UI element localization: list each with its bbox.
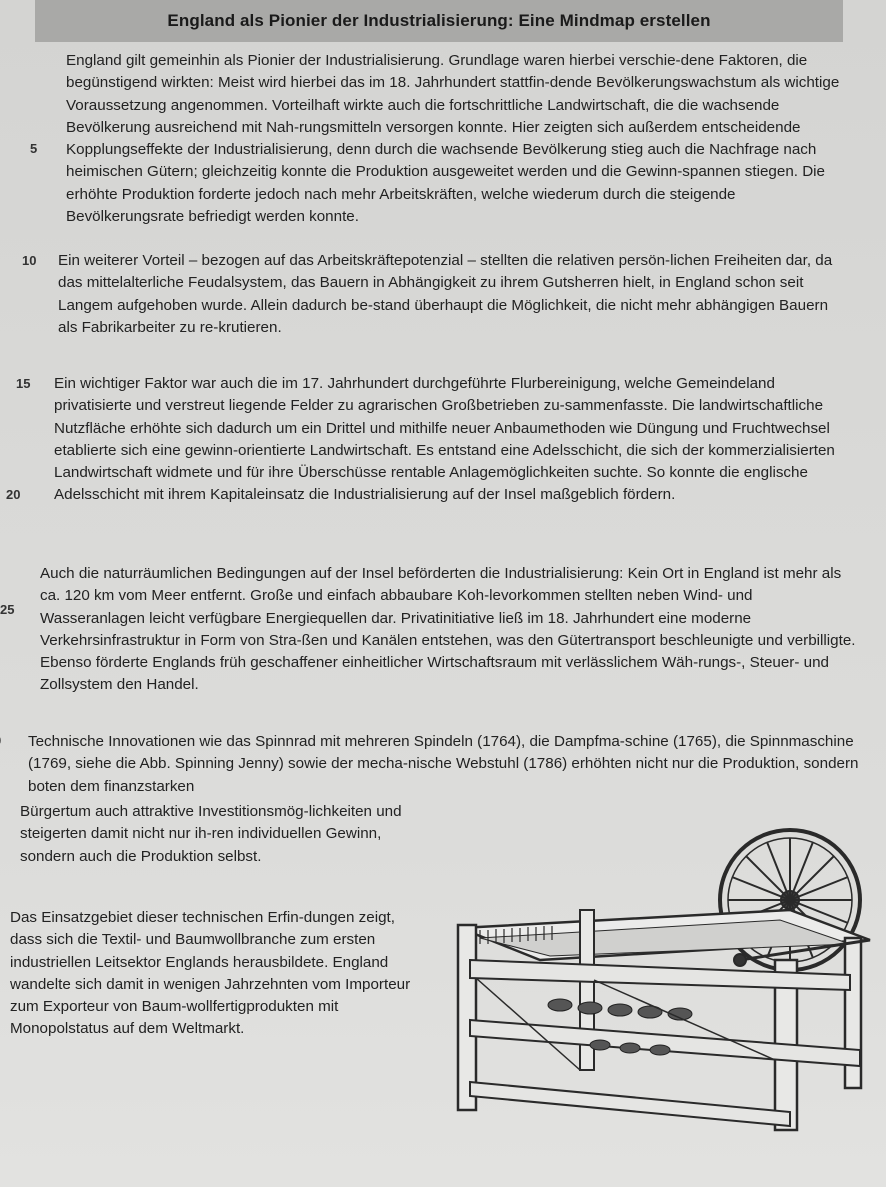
line-number-10: 10 <box>22 253 37 268</box>
paragraph-technical-innovations-continued: Bürgertum auch attraktive Investitionsmög-lichkeiten und steigerten damit nicht nur ih-ren individuellen Gewinn, sondern auch die Produktion selbst. <box>20 803 402 865</box>
paragraph-land-consolidation: Ein wichtiger Faktor war auch die im 17. Jahrhundert durchgeführte Flurbereinigung, welche Gemeindeland privatisierte und verstreut liegende Felder zu agrarischen Großbetrieben zu-sammenfasste. Die landwirtschaftliche Nutzfläche erhöhte sich dadurch um ein Drittel und mithilfe neuer Anbaumethoden wie Düngung und Fruchtwechsel etablierte sich eine gewinn-orientierte Landwirtschaft. Es entstand eine Adelsschicht, die sich der kommerzialisierten Landwirtschaft widmete und für ihre Überschüsse rentable Anlagemöglichkeiten suchte. So konnte die englische Adelsschicht mit ihrem Kapitaleinsatz die Industrialisierung auf der Insel maßgeblich fördern. <box>54 375 835 504</box>
paragraph-technical-innovations: Technische Innovationen wie das Spinnrad mit mehreren Spindeln (1764), die Dampfma-schine (1765), die Spinnmaschine (1769, siehe die Abb. Spinning Jenny) sowie der mecha-nische Webstuhl (1786) erhöhten nicht nur die Produktion, sondern boten dem finanzstarken <box>28 733 859 795</box>
page-title: England als Pionier der Industrialisierung: Eine Mindmap erstellen <box>167 11 711 30</box>
paragraph-natural-conditions: Auch die naturräumlichen Bedingungen auf der Insel beförderten die Industrialisierung: Kein Ort in England ist mehr als ca. 120 km vom Meer entfernt. Große und einfach abbaubare Koh-levorkommen stellten neben Wind- und Wasseranlagen leicht verfügbare Energiequellen dar. Privatinitiative ließ im 18. Jahrhundert eine moderne Verkehrsinfrastruktur in Form von Stra-ßen und Kanälen entstehen, was den Gütertransport beschleunigte und verbilligte. Ebenso förderte Englands früh geschaffener einheitlicher Wirtschaftsraum mit verlässlichem Wäh-rungs-, Steuer- und Zollsystem den Handel. <box>40 565 856 694</box>
line-number-5: 5 <box>30 141 38 156</box>
spinning-jenny-illustration <box>440 820 886 1140</box>
paragraph-population-growth: England gilt gemeinhin als Pionier der Industrialisierung. Grundlage waren hierbei verschie-dene Faktoren, die begünstigend wirkten: Meist wird hierbei das im 18. Jahrhundert stattfin-dende Bevölkerungswachstum als wichtige Voraussetzung angenommen. Vorteilhaft wirkte auch die fortschrittliche Landwirtschaft, die die wachsende Bevölkerung ausreichend mit Nah-rungsmitteln versorgen konnte. Hier zeigten sich außerdem entscheidende Kopplungseffekte der Industrialisierung, denn durch die wachsende Bevölkerung stieg auch die Nachfrage nach heimischen Gütern; gleichzeitig konnte die Produktion ausgeweitet werden und die Gewinn-spannen stiegen. Die erhöhte Produktion forderte jedoch nach mehr Arbeitskräften, welche wiederum durch die steigende Bevölkerungsrate befriedigt werden konnte. <box>66 52 840 226</box>
line-number-30 <box>0 733 1 748</box>
title-bar <box>35 0 843 42</box>
paragraph-textile-sector: Das Einsatzgebiet dieser technischen Erfin-dungen zeigt, dass sich die Textil- und Baumwollbranche zum ersten industriellen Leitsektor Englands herausbildete. England wandelte sich damit in wenigen Jahrzehnten vom Importeur zum Exporteur von Baum-wollfertigprodukten mit Monopolstatus auf dem Weltmarkt. <box>10 909 411 1038</box>
line-number-15: 15 <box>16 376 31 391</box>
paragraph-personal-freedom: Ein weiterer Vorteil – bezogen auf das Arbeitskräftepotenzial – stellten die relativen persön-lichen Freiheiten dar, da das mittelalterliche Feudalsystem, das Bauern in Abhängigkeit zu ihrem Gutsherren hielt, in England schon seit Langem aufgehoben wurde. Allein dadurch be-stand überhaupt die Möglichkeit, die nicht mehr abhängigen Bauern als Fabrikarbeiter zu re-krutieren. <box>58 252 833 336</box>
line-number-20: 20 <box>6 487 21 502</box>
line-number-25: 25 <box>0 602 15 617</box>
